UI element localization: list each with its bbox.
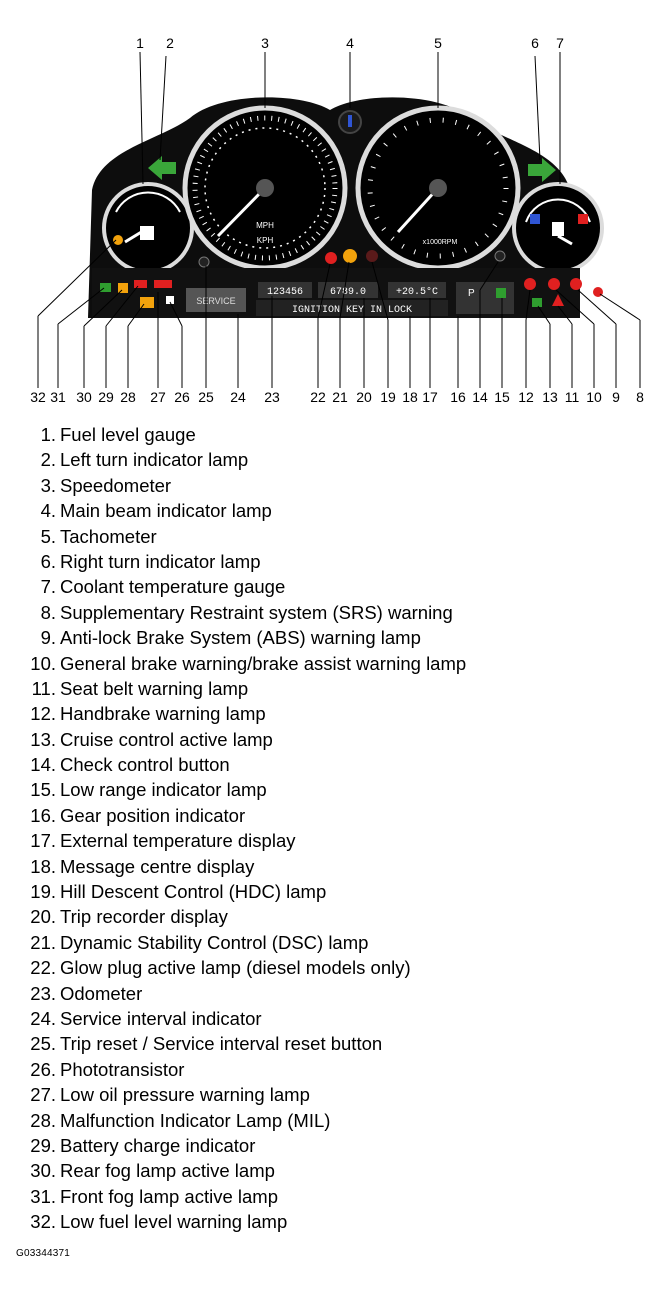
dsc-icon [343, 249, 357, 263]
callout-30: 30 [76, 389, 92, 405]
legend-label: Message centre display [60, 855, 255, 877]
legend-number: 16. [30, 804, 56, 826]
callout-numbers-bottom [30, 389, 644, 405]
legend-item [18, 777, 466, 802]
legend-number: 3. [40, 474, 56, 496]
rear-fog-icon [118, 283, 128, 293]
legend-label: External temperature display [60, 830, 296, 852]
legend-item [18, 574, 466, 599]
battery-charge-icon [134, 280, 147, 288]
legend-number: 20. [30, 906, 56, 928]
legend-label: Seat belt warning lamp [60, 677, 249, 699]
legend-label: Fuel level gauge [60, 424, 196, 445]
legend-number: 29. [30, 1134, 56, 1156]
callout-14: 14 [472, 389, 488, 405]
legend-item [18, 1031, 466, 1056]
callout-12: 12 [518, 389, 534, 405]
legend-number: 14. [30, 754, 56, 776]
speedo-unit-bottom: KPH [256, 236, 274, 245]
legend-number: 10. [30, 652, 56, 674]
callout-20: 20 [356, 389, 372, 405]
legend-label: Check control button [60, 754, 230, 776]
callout-32: 32 [30, 389, 46, 405]
legend-label: Low fuel level warning lamp [60, 1211, 288, 1233]
legend-number: 5. [40, 525, 56, 547]
front-fog-icon [100, 283, 111, 292]
brake-warning-icon [548, 278, 560, 290]
callout-6: 6 [531, 35, 539, 51]
callout-27: 27 [150, 389, 166, 405]
legend-label: Anti-lock Brake System (ABS) warning lamp [60, 627, 421, 649]
glow-plug-icon [325, 252, 337, 264]
callout-numbers-top [136, 35, 564, 51]
legend-label: Speedometer [60, 474, 172, 496]
legend-number: 15. [30, 779, 56, 801]
check-control-button[interactable] [495, 251, 505, 261]
callout-25: 25 [198, 389, 214, 405]
callout-18: 18 [402, 389, 418, 405]
legend-item [18, 930, 466, 955]
external-temperature-text: +20.5°C [395, 287, 439, 298]
legend-item [18, 1006, 466, 1031]
callout-10: 10 [586, 389, 602, 405]
legend-label: Front fog lamp active lamp [60, 1185, 278, 1207]
legend-number: 27. [30, 1084, 56, 1106]
legend-label: General brake warning/brake assist warning lamp [60, 652, 467, 674]
callout-21: 21 [332, 389, 348, 405]
fuel-level-gauge [104, 184, 192, 272]
legend-number: 30. [30, 1160, 56, 1182]
callout-31: 31 [50, 389, 66, 405]
message-centre-text: IGNITION KEY IN LOCK [291, 305, 413, 316]
callout-3: 3 [261, 35, 269, 51]
legend-item [18, 651, 466, 676]
legend-label: Coolant temperature gauge [60, 576, 286, 598]
legend-number: 23. [30, 982, 56, 1004]
callout-5: 5 [434, 35, 442, 51]
legend-number: 13. [30, 728, 56, 750]
legend-item [18, 854, 466, 879]
legend-label: Cruise control active lamp [60, 728, 273, 750]
low-range-icon [496, 288, 506, 298]
legend-label: Service interval indicator [60, 1007, 262, 1029]
legend-item [18, 1209, 466, 1234]
legend-item [18, 549, 466, 574]
instrument-cluster-diagram [0, 0, 663, 410]
legend-item [18, 955, 466, 980]
legend-number: 2. [40, 449, 56, 471]
legend-number: 18. [30, 855, 56, 877]
legend-label: Battery charge indicator [60, 1134, 256, 1156]
callout-7: 7 [556, 35, 564, 51]
speedo-unit-top: MPH [256, 221, 274, 230]
gear-position-text: P [468, 288, 475, 299]
legend-label: Odometer [60, 982, 143, 1004]
legend-item [18, 676, 466, 701]
legend-item [18, 1184, 466, 1209]
legend-label: Gear position indicator [60, 804, 246, 826]
cruise-control-icon [532, 298, 542, 307]
tacho-unit: x1000RPM [422, 239, 458, 246]
legend-item [18, 879, 466, 904]
handbrake-warning-icon [524, 278, 536, 290]
legend-number: 21. [30, 931, 56, 953]
legend-number: 11. [31, 677, 56, 699]
callout-17: 17 [422, 389, 438, 405]
tachometer [358, 108, 518, 268]
legend-item [18, 904, 466, 929]
callout-16: 16 [450, 389, 466, 405]
legend-number: 7. [40, 576, 56, 598]
abs-warning-icon [570, 278, 582, 290]
legend-label: Left turn indicator lamp [60, 449, 249, 471]
legend-item [18, 524, 466, 549]
legend-label: Right turn indicator lamp [60, 550, 261, 572]
legend-label: Main beam indicator lamp [60, 500, 272, 522]
legend-item [18, 447, 466, 472]
legend-number: 6. [40, 550, 56, 572]
callout-15: 15 [494, 389, 510, 405]
legend-label: Malfunction Indicator Lamp (MIL) [60, 1109, 331, 1131]
legend-item [18, 1133, 466, 1158]
legend-item [18, 727, 466, 752]
legend-number: 28. [30, 1109, 56, 1131]
legend-label: Phototransistor [60, 1058, 185, 1080]
legend-label: Tachometer [60, 525, 157, 547]
legend-number: 32. [30, 1211, 56, 1233]
legend-item [18, 625, 466, 650]
legend-item [18, 1057, 466, 1082]
callout-29: 29 [98, 389, 114, 405]
legend-label: Rear fog lamp active lamp [60, 1160, 275, 1182]
legend-item [18, 498, 466, 523]
legend-item [18, 701, 466, 726]
callout-22: 22 [310, 389, 326, 405]
legend-item [18, 752, 466, 777]
callout-1: 1 [136, 35, 144, 51]
callout-19: 19 [380, 389, 396, 405]
legend-number: 26. [30, 1058, 56, 1080]
hdc-icon [366, 250, 378, 262]
legend-label: Trip recorder display [60, 906, 228, 928]
legend-number: 1. [40, 424, 56, 445]
callout-9: 9 [612, 389, 620, 405]
legend-number: 24. [30, 1007, 56, 1029]
legend-label: Glow plug active lamp (diesel models only) [60, 957, 411, 979]
speedometer [185, 108, 345, 268]
legend-label: Handbrake warning lamp [60, 703, 266, 725]
legend-label: Trip reset / Service interval reset button [60, 1033, 383, 1055]
legend-label: Hill Descent Control (HDC) lamp [60, 881, 327, 903]
legend-label: Low range indicator lamp [60, 779, 267, 801]
legend-number: 25. [30, 1033, 56, 1055]
legend-item [18, 1108, 466, 1133]
legend-item [18, 803, 466, 828]
legend-item [18, 1158, 466, 1183]
legend-number: 31. [30, 1185, 56, 1207]
low-fuel-warning-icon [113, 235, 123, 245]
callout-13: 13 [542, 389, 558, 405]
callout-28: 28 [120, 389, 136, 405]
callout-23: 23 [264, 389, 280, 405]
trip-reset-button[interactable] [199, 257, 209, 267]
figure-id: G03344371 [16, 1248, 71, 1259]
odometer-text: 123456 [266, 287, 304, 298]
legend-item [18, 473, 466, 498]
legend-number: 9. [40, 627, 56, 649]
legend-item [18, 1082, 466, 1107]
callout-24: 24 [230, 389, 246, 405]
legend-number: 4. [40, 500, 56, 522]
legend-item [18, 981, 466, 1006]
legend-number: 17. [30, 830, 56, 852]
callout-26: 26 [174, 389, 190, 405]
low-oil-pressure-icon [154, 280, 172, 288]
callout-2: 2 [166, 35, 174, 51]
legend-number: 12. [30, 703, 56, 725]
trip-recorder-text: 6789.0 [329, 287, 367, 298]
legend-label: Low oil pressure warning lamp [60, 1084, 310, 1106]
legend-label: Supplementary Restraint system (SRS) warning [60, 601, 453, 623]
legend-number: 22. [30, 957, 56, 979]
callout-11: 11 [564, 389, 580, 405]
legend-list [18, 422, 466, 1235]
legend-number: 19. [30, 881, 56, 903]
legend-item [18, 600, 466, 625]
callout-4: 4 [346, 35, 354, 51]
service-interval-text: SERVICE [196, 296, 236, 306]
legend-label: Dynamic Stability Control (DSC) lamp [60, 931, 369, 953]
legend-item [18, 828, 466, 853]
legend-number: 8. [40, 601, 56, 623]
coolant-temperature-gauge [514, 184, 602, 272]
callout-8: 8 [636, 389, 644, 405]
legend-item [18, 422, 466, 447]
